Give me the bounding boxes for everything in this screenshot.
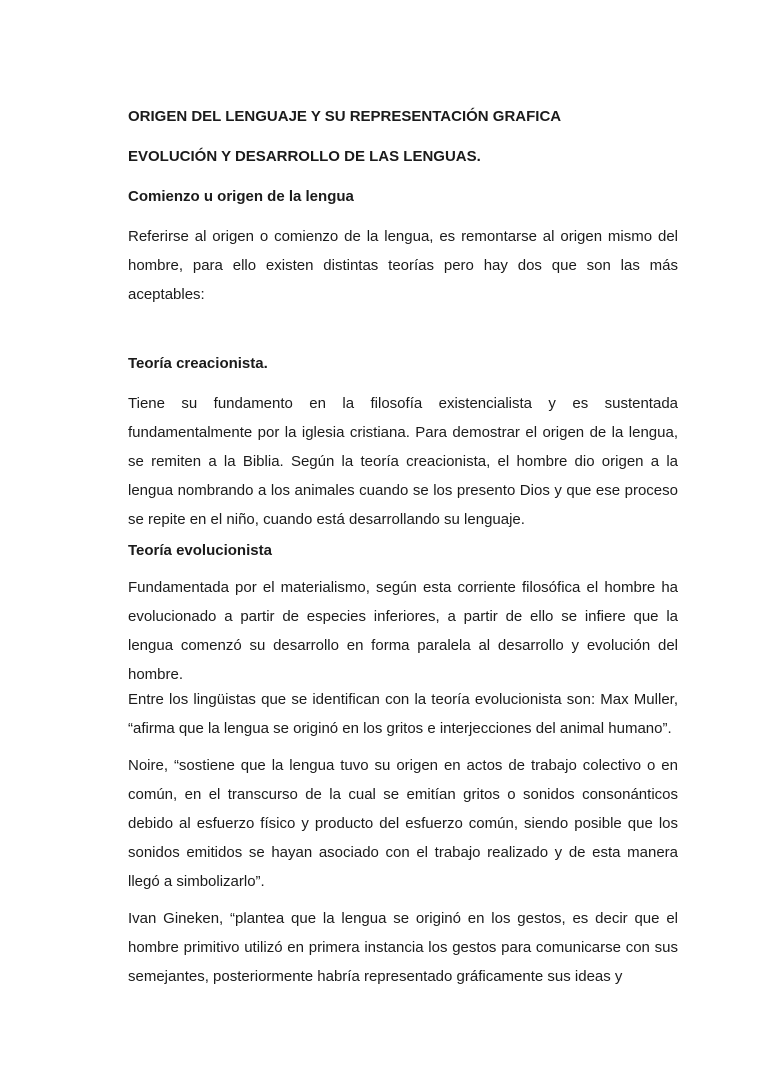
document-subtitle: EVOLUCIÓN Y DESARROLLO DE LAS LENGUAS. (128, 148, 481, 165)
paragraph-noire: Noire, “sostiene que la lengua tuvo su origen en actos de trabajo colectivo o en común, en el transcurso de la cual se emitían gritos o sonidos consonánticos debido al esfuerzo físico y producto del esfuerzo común, siendo posible que los sonidos emitidos se hayan asociado con el trabajo realizado y de esta manera llegó a simbolizarlo”. (128, 757, 678, 890)
document-title: ORIGEN DEL LENGUAJE Y SU REPRESENTACIÓN GRAFICA (128, 108, 562, 125)
section-heading-origin: Comienzo u origen de la lengua (128, 188, 354, 205)
paragraph-creationist: Tiene su fundamento en la filosofía existencialista y es sustentada fundamentalmente por la iglesia cristiana. Para demostrar el origen de la lengua, se remiten a la Biblia. Según la teoría creacionista, el hombre dio origen a la lengua nombrando a los animales cuando se los presento Dios y que ese proceso se repite en el niño, cuando está desarrollando su lenguaje. (128, 395, 678, 528)
paragraph-evolutionist-1: Fundamentada por el materialismo, según esta corriente filosófica el hombre ha evolucionado a partir de especies inferiores, a partir de ello se infiere que la lengua comenzó su desarrollo en forma paralela al desarrollo y evolución del hombre. (128, 579, 678, 683)
paragraph-gineken: Ivan Gineken, “plantea que la lengua se originó en los gestos, es decir que el hombre primitivo utilizó en primera instancia los gestos para comunicarse con sus semejantes, posteriormente habría representado gráficamente sus ideas y (128, 910, 678, 985)
section-heading-creationist: Teoría creacionista. (128, 355, 268, 372)
paragraph-evolutionist-2: Entre los lingüistas que se identifican con la teoría evolucionista son: Max Muller, “afirma que la lengua se originó en los gritos e interjecciones del animal humano”. (128, 691, 678, 737)
section-heading-evolutionist: Teoría evolucionista (128, 542, 272, 559)
document-body (128, 105, 678, 991)
paragraph-origin: Referirse al origen o comienzo de la lengua, es remontarse al origen mismo del hombre, para ello existen distintas teorías pero hay dos que son las más aceptables: (128, 228, 678, 303)
